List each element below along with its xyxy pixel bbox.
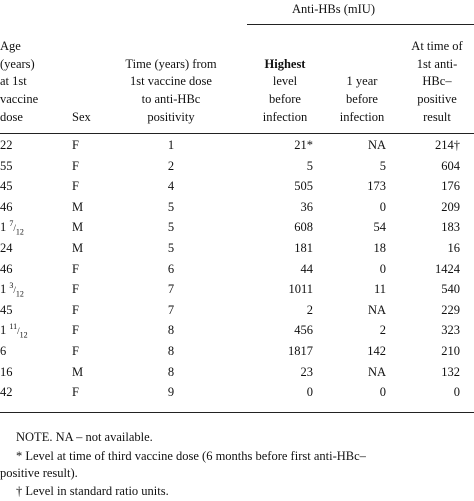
cell-time: 4 (167, 179, 175, 194)
cell-one-year: 0 (379, 261, 386, 276)
cell-highest: 36 (300, 199, 313, 214)
col-header-one-year-line: before (346, 92, 378, 106)
cell-time: 2 (167, 158, 175, 173)
cell-highest: 44 (300, 261, 313, 276)
cell-age: 1 $^3/_{12}$ (0, 281, 24, 299)
bottom-rule (0, 412, 474, 413)
cell-one-year: 5 (379, 158, 386, 173)
cell-highest: 0 (306, 385, 313, 400)
cell-at-time: 214† (435, 138, 460, 152)
cell-age: 1 $^{11}/_{12}$ (0, 322, 28, 340)
col-header-time-line: to anti-HBc (141, 92, 201, 106)
cell-age: 46 (0, 261, 13, 276)
cell-one-year: 0 (379, 199, 386, 214)
cell-time: 6 (167, 261, 175, 276)
cell-time: 5 (167, 199, 175, 214)
cell-sex: M (72, 364, 84, 379)
cell-sex: F (72, 385, 79, 400)
cell-one-year: 18 (373, 241, 386, 255)
cell-one-year: NA (367, 302, 386, 317)
cell-highest: 505 (294, 179, 313, 194)
cell-at-time: 176 (441, 179, 460, 194)
cell-time: 9 (167, 385, 175, 400)
cell-one-year: 11 (373, 282, 386, 297)
cell-at-time: 229 (441, 302, 460, 317)
col-header-age-line: at 1st (0, 74, 27, 88)
cell-highest: 5 (306, 158, 313, 173)
cell-age: 45 (0, 302, 13, 317)
cell-one-year: 0 (379, 385, 386, 400)
group-header-anti-hbs: Anti-HBs (mIU) (292, 2, 375, 16)
cell-age: 22 (0, 138, 13, 152)
cell-sex: F (72, 344, 79, 358)
cell-one-year: NA (367, 138, 386, 152)
col-header-one-year-line: 1 year (346, 74, 378, 88)
col-header-one-year-line: infection (339, 110, 385, 124)
col-header-time-line: positivity (147, 110, 195, 124)
cell-at-time: 132 (441, 364, 460, 379)
cell-highest: 2 (306, 302, 313, 317)
cell-age: 6 (0, 344, 7, 358)
cell-time: 5 (167, 220, 175, 235)
cell-sex: M (72, 241, 84, 255)
cell-at-time: 209 (441, 199, 460, 214)
cell-age: 16 (0, 364, 13, 379)
cell-at-time: 210 (441, 344, 460, 358)
cell-sex: F (72, 158, 79, 173)
cell-age: 24 (0, 241, 13, 255)
col-header-at-time-line: HBc– (422, 74, 452, 88)
col-header-age-line: vaccine (0, 92, 39, 106)
col-header-at-time-line: 1st anti- (416, 57, 458, 71)
cell-at-time: 540 (441, 282, 460, 297)
col-header-time-line: 1st vaccine dose (130, 74, 212, 88)
cell-sex: M (72, 220, 84, 235)
cell-time: 7 (167, 302, 175, 317)
cell-sex: F (72, 138, 79, 152)
cell-highest: 456 (294, 323, 313, 338)
cell-highest: 1817 (288, 344, 313, 358)
cell-age: 55 (0, 158, 13, 173)
cell-one-year: 54 (373, 220, 386, 235)
cell-sex: F (72, 282, 79, 297)
cell-sex: F (72, 179, 79, 194)
cell-time: 7 (167, 282, 175, 297)
table-note-asterisk: * Level at time of third vaccine dose (6 months before first anti-HBc– (16, 449, 366, 463)
col-header-age-line: dose (0, 110, 23, 124)
group-header-rule (247, 24, 474, 25)
cell-one-year: 173 (367, 179, 386, 194)
cell-at-time: 604 (441, 158, 460, 173)
cell-age: 1 $^7/_{12}$ (0, 219, 24, 237)
cell-sex: M (72, 199, 84, 214)
cell-at-time: 16 (447, 241, 460, 255)
cell-one-year: 142 (367, 344, 386, 358)
cell-highest: 1011 (288, 282, 313, 297)
table-note-asterisk-cont: positive result). (0, 466, 78, 480)
col-header-age-line: Age (0, 39, 21, 53)
header-rule (0, 133, 474, 134)
cell-sex: F (72, 261, 79, 276)
col-header-highest-line: level (272, 74, 298, 88)
cell-one-year: NA (367, 364, 386, 379)
cell-one-year: 2 (379, 323, 386, 338)
cell-age: 42 (0, 385, 13, 400)
cell-at-time: 1424 (435, 261, 460, 276)
cell-highest: 21* (294, 138, 313, 152)
col-header-age-line: (years) (0, 57, 35, 71)
cell-time: 8 (167, 364, 175, 379)
col-header-at-time-line: result (423, 110, 451, 124)
col-header-highest-line: before (269, 92, 301, 106)
cell-at-time: 183 (441, 220, 460, 235)
col-header-at-time-line: positive (417, 92, 457, 106)
cell-sex: F (72, 302, 79, 317)
cell-age: 46 (0, 199, 13, 214)
cell-time: 1 (167, 138, 175, 152)
col-header-highest-line: infection (262, 110, 308, 124)
col-header-highest-line: Highest (264, 57, 306, 71)
cell-highest: 181 (294, 241, 313, 255)
col-header-sex: Sex (72, 110, 91, 124)
cell-at-time: 323 (441, 323, 460, 338)
table-note-na: NOTE. NA – not available. (16, 430, 153, 444)
cell-time: 8 (167, 344, 175, 358)
cell-time: 5 (167, 241, 175, 255)
col-header-at-time-line: At time of (411, 39, 463, 53)
table-note-dagger: † Level in standard ratio units. (16, 484, 169, 498)
cell-sex: F (72, 323, 79, 338)
col-header-time-line: Time (years) from (125, 57, 217, 71)
cell-highest: 23 (300, 364, 313, 379)
cell-highest: 608 (294, 220, 313, 235)
cell-age: 45 (0, 179, 13, 194)
cell-at-time: 0 (453, 385, 460, 400)
cell-time: 8 (167, 323, 175, 338)
